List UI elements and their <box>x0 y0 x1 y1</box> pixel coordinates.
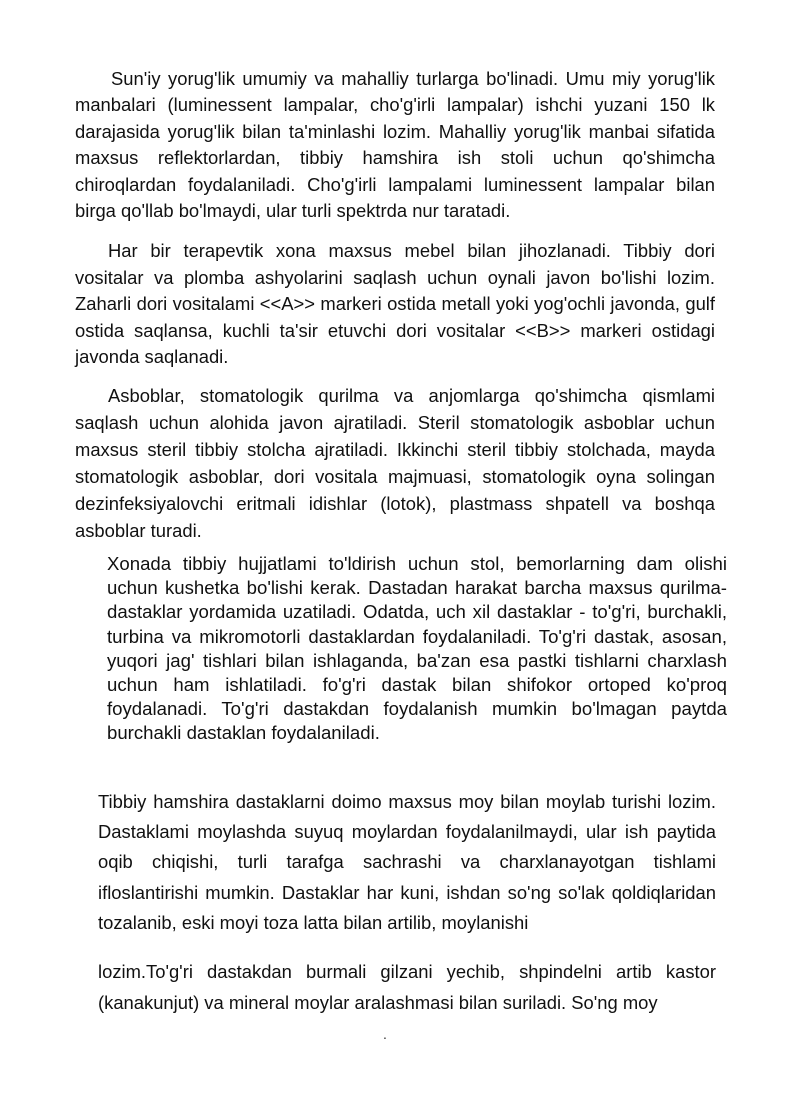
paragraph-cleaning: lozim.To'g'ri dastakdan burmali gilzani yechib, shpindelni artib kastor (kanakunjut) va mineral moylar aralashmasi bilan suriladi. So'ng moy <box>98 961 716 1013</box>
paragraph-furniture: Har bir terapevtik xona maxsus mebel bilan jihozlanadi. Tibbiy dori vositalar va plomba ashyolarini saqlash uchun oynali javon bo'lishi lozim. Zaharli dori vositalami <<A>> markeri ostida metall yoki yog'ochli javonda, gulf ostida saqlansa, kuchli ta'sir etuvchi dori vositalar <<B>> markeri ostidagi javonda saqlanadi. <box>75 240 715 368</box>
paragraph-lubrication: Tibbiy hamshira dastaklarni doimo maxsus moy bilan moylab turishi lozim. Dastaklami moylashda suyuq moylardan foydalanilmaydi, ular ish paytida oqib chiqishi, turli tarafga sachrashi va charxlanayotgan tishlami ifloslantirishi mumkin. Dastaklar har kuni, ishdan so'ng so'lak qoldiqlaridan tozalanib, eski moyi toza latta bilan artilib, moylanishi <box>98 791 716 933</box>
paragraph-instrument-cabinet: Asboblar, stomatologik qurilma va anjomlarga qo'shimcha qismlami saqlash uchun alohida javon ajratiladi. Steril stomatologik asboblar uchun maxsus steril tibbiy stolcha ajratiladi. Ikkinchi steril tibbiy stolchada, mayda stomatologik asboblar, dori vositala majmuasi, stomatologik oyna solingan dezinfeksiyalovchi eritmali idishlar (lotok), plastmass shpatell va boshqa asboblar turadi. <box>75 385 715 541</box>
paragraph-lighting: Sun'iy yorug'lik umumiy va mahalliy turlarga bo'linadi. Umu miy yorug'lik manbalari (luminessent lampalar, cho'g'irli lampalar) ishchi yuzani 150 lk darajasida yorug'lik bilan ta'minlashi lozim. Mahalliy yorug'lik manbai sifatida maxsus reflektorlardan, tibbiy hamshira ish stoli uchun qo'shimcha chiroqlardan foydalaniladi. Cho'g'irli lampalami luminessent lampalar bilan birga qo'llab bo'lmaydi, ular turli spektrda nur taratadi. <box>75 68 715 222</box>
footer-mark: . <box>383 1026 387 1042</box>
paragraph-handpieces: Xonada tibbiy hujjatlami to'ldirish uchun stol, bemorlarning dam olishi uchun kushetka bo'lishi kerak. Dastadan harakat barcha maxsus qurilma-dastaklar yordamida uzatiladi. Odatda, uch xil dastaklar - to'g'ri, burchakli, turbina va mikromotorli dastaklardan foydalaniladi. To'g'ri dastak, asosan, yuqori jag' tishlari bilan ishlaganda, ba'zan esa pastki tishlarni charxlash uchun ham ishlatiladi. fo'g'ri dastak bilan shifokor ortoped ko'proq foydalanadi. To'g'ri dastakdan foydalanish mumkin bo'lmagan paytda burchakli dastaklan foydalaniladi. <box>107 553 727 744</box>
